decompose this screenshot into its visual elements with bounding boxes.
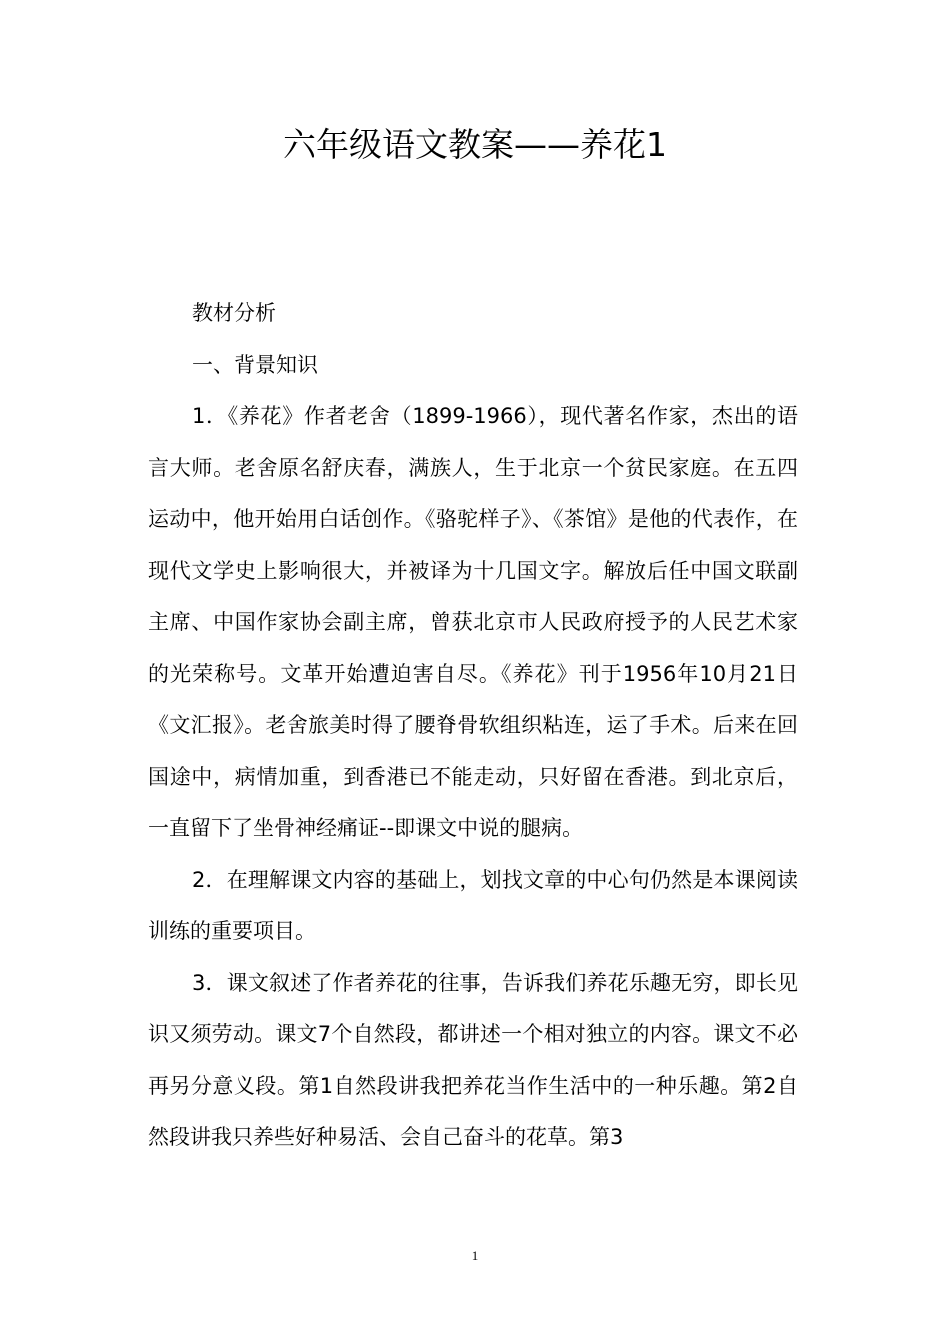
paragraph-2: 2．在理解课文内容的基础上，划找文章的中心句仍然是本课阅读训练的重要项目。 [148,867,798,943]
document-body [148,288,798,1164]
document-title: 六年级语文教案——养花1 [283,125,667,164]
paragraph-1: 1．《养花》作者老舍（1899-1966），现代著名作家，杰出的语言大师。老舍原名舒庆春，满族人，生于北京一个贫民家庭。在五四运动中，他开始用白话创作。《骆驼样子》、《茶馆》是他的代表作，在现代文学史上影响很大，并被译为十几国文字。解放后任中国文联副主席、中国作家协会副主席，曾获北京市人民政府授予的人民艺术家的光荣称号。文革开始遭迫害自尽。《养花》刊于1956年10月21日《文汇报》。老舍旅美时得了腰脊骨软组织粘连，运了手术。后来在回国途中，病情加重，到香港已不能走动，只好留在香港。到北京后，一直留下了坐骨神经痛证--即课文中说的腿病。 [148,404,798,840]
page-number: 1 [471,1248,479,1263]
subsection-heading: 一、背景知识 [192,352,318,377]
paragraph-3: 3．课文叙述了作者养花的往事，告诉我们养花乐趣无穷，即长见识又须劳动。课文7个自然段，都讲述一个相对独立的内容。课文不必再另分意义段。第1自然段讲我把养花当作生活中的一种乐趣。第2自然段讲我只养些好种易活、会自己奋斗的花草。第3 [148,970,798,1149]
section-heading: 教材分析 [192,301,276,325]
